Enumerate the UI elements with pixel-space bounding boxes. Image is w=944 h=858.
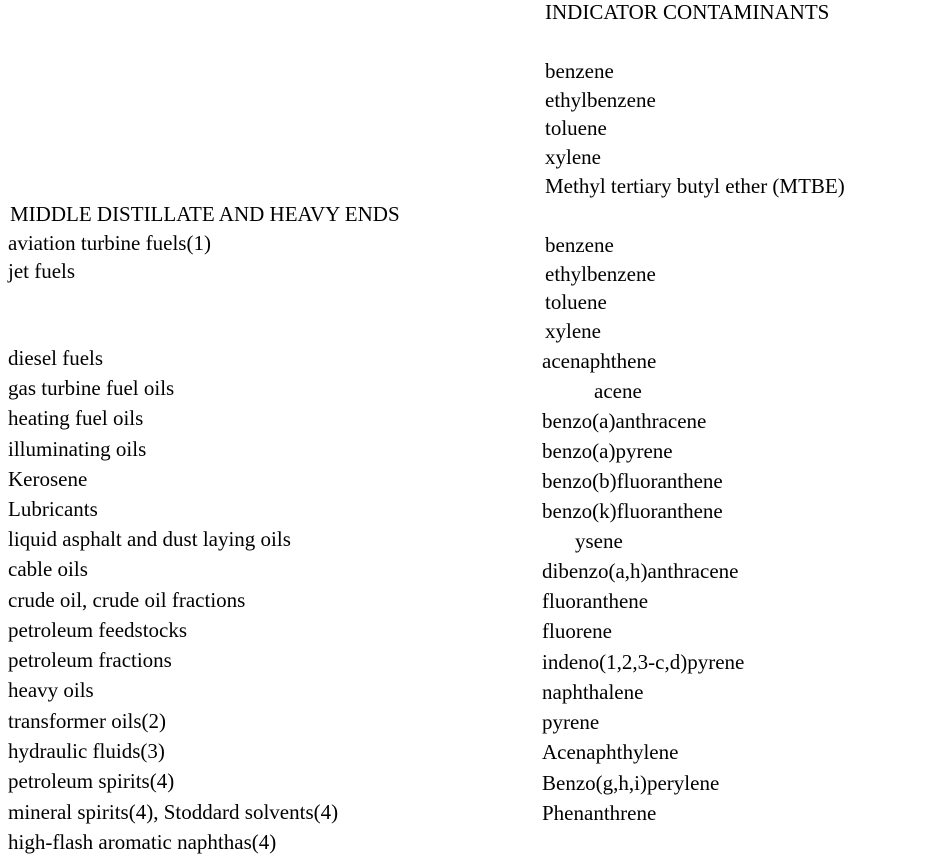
list-item: acenaphthene [542, 349, 657, 373]
list-item: benzo(a)pyrene [542, 439, 673, 463]
list-item: xylene [545, 145, 601, 169]
list-item: Acenaphthylene [542, 740, 679, 764]
list-item: benzo(a)anthracene [542, 409, 707, 433]
list-item: transformer oils(2) [8, 709, 167, 733]
list-item: fluoranthene [542, 589, 649, 613]
list-item: benzene [545, 233, 614, 257]
list-item: crude oil, crude oil fractions [8, 588, 246, 612]
list-item: ethylbenzene [545, 262, 656, 286]
list-item: indeno(1,2,3-c,d)pyrene [542, 650, 745, 674]
list-item: naphthalene [542, 680, 644, 704]
list-item: benzo(b)fluoranthene [542, 469, 723, 493]
list-item: acene [594, 379, 642, 403]
list-item: heating fuel oils [8, 406, 144, 430]
list-item: petroleum feedstocks [8, 618, 188, 642]
list-item: cable oils [8, 557, 88, 581]
list-item: Phenanthrene [542, 801, 657, 825]
list-item: dibenzo(a,h)anthracene [542, 559, 739, 583]
list-item: xylene [545, 319, 601, 343]
list-item: fluorene [542, 619, 612, 643]
list-item: Lubricants [8, 497, 98, 521]
list-item: ysene [575, 529, 623, 553]
list-item: illuminating oils [8, 437, 147, 461]
list-item: high-flash aromatic naphthas(4) [8, 830, 277, 854]
list-item: heavy oils [8, 678, 94, 702]
middle-distillate-header: MIDDLE DISTILLATE AND HEAVY ENDS [10, 202, 400, 226]
indicator-contaminants-header: INDICATOR CONTAMINANTS [545, 0, 830, 24]
list-item: diesel fuels [8, 346, 104, 370]
list-item: pyrene [542, 710, 600, 734]
list-item: liquid asphalt and dust laying oils [8, 527, 291, 551]
list-item: Kerosene [8, 467, 88, 491]
list-item: petroleum fractions [8, 648, 172, 672]
list-item: toluene [545, 116, 607, 140]
list-item: toluene [545, 290, 607, 314]
list-item: ethylbenzene [545, 88, 656, 112]
list-item: hydraulic fluids(3) [8, 739, 165, 763]
list-item: aviation turbine fuels(1) [8, 231, 211, 255]
list-item: Benzo(g,h,i)perylene [542, 771, 720, 795]
list-item: benzo(k)fluoranthene [542, 499, 723, 523]
list-item: mineral spirits(4), Stoddard solvents(4) [8, 800, 339, 824]
list-item: jet fuels [8, 259, 76, 283]
list-item: Methyl tertiary butyl ether (MTBE) [545, 174, 845, 198]
list-item: gas turbine fuel oils [8, 376, 175, 400]
list-item: petroleum spirits(4) [8, 769, 175, 793]
list-item: benzene [545, 59, 614, 83]
